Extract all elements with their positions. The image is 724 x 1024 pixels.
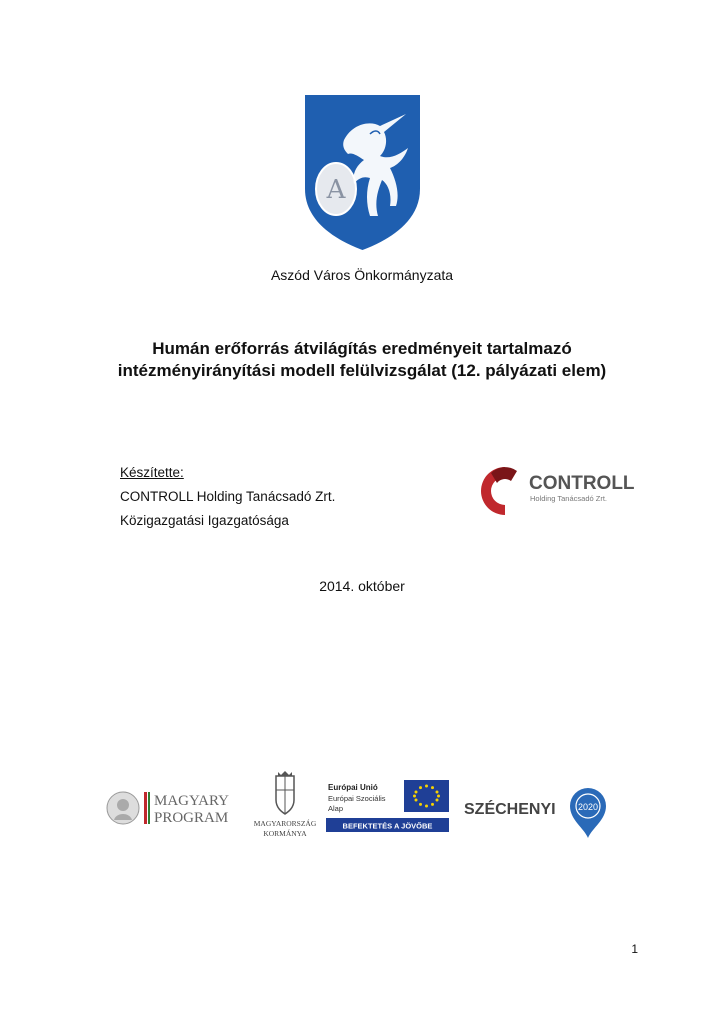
magyary-line-2: PROGRAM [154,810,229,826]
magyary-line-1: MAGYARY [154,793,230,809]
page-number: 1 [631,942,638,956]
controll-logo-subtitle: Holding Tanácsadó Zrt. [530,494,607,503]
document-title [60,338,664,382]
controll-logo [477,463,637,519]
szechenyi-2020-logo [462,784,612,840]
hungarian-government-logo [254,770,316,840]
controll-logo-name: CONTROLL [529,473,635,494]
municipality-name: Aszód Város Önkormányzata [270,267,454,283]
coat-of-arms [304,94,421,251]
eu-banner-text: BEFEKTETÉS A JÖVŐBE [342,821,433,831]
eu-line-2: Európai Szociális [328,794,386,803]
svg-text:A: A [326,175,346,205]
prepared-by-label: Készítette: [120,465,184,480]
szechenyi-year: 2020 [577,802,599,812]
magyary-program-logo [106,788,246,828]
eu-esf-logo [324,778,452,836]
title-line-2: intézményirányítási modell felülvizsgálat (12. pályázati elem) [117,361,607,380]
kormany-line-1: MAGYARORSZÁG [254,819,316,828]
eu-line-1: Európai Unió [328,783,378,792]
kormany-line-2: KORMÁNYA [263,829,307,838]
title-line-1: Humán erőforrás átvilágítás eredményeit tartalmazó [152,339,572,358]
prepared-by-department: Közigazgatási Igazgatósága [120,513,289,528]
eu-line-3: Alap [328,804,344,813]
prepared-by-company: CONTROLL Holding Tanácsadó Zrt. [120,489,336,504]
prepared-by-block [120,461,335,533]
document-date: 2014. október [319,578,405,594]
funding-logos [106,770,616,840]
szechenyi-text: SZÉCHENYI [464,801,556,818]
